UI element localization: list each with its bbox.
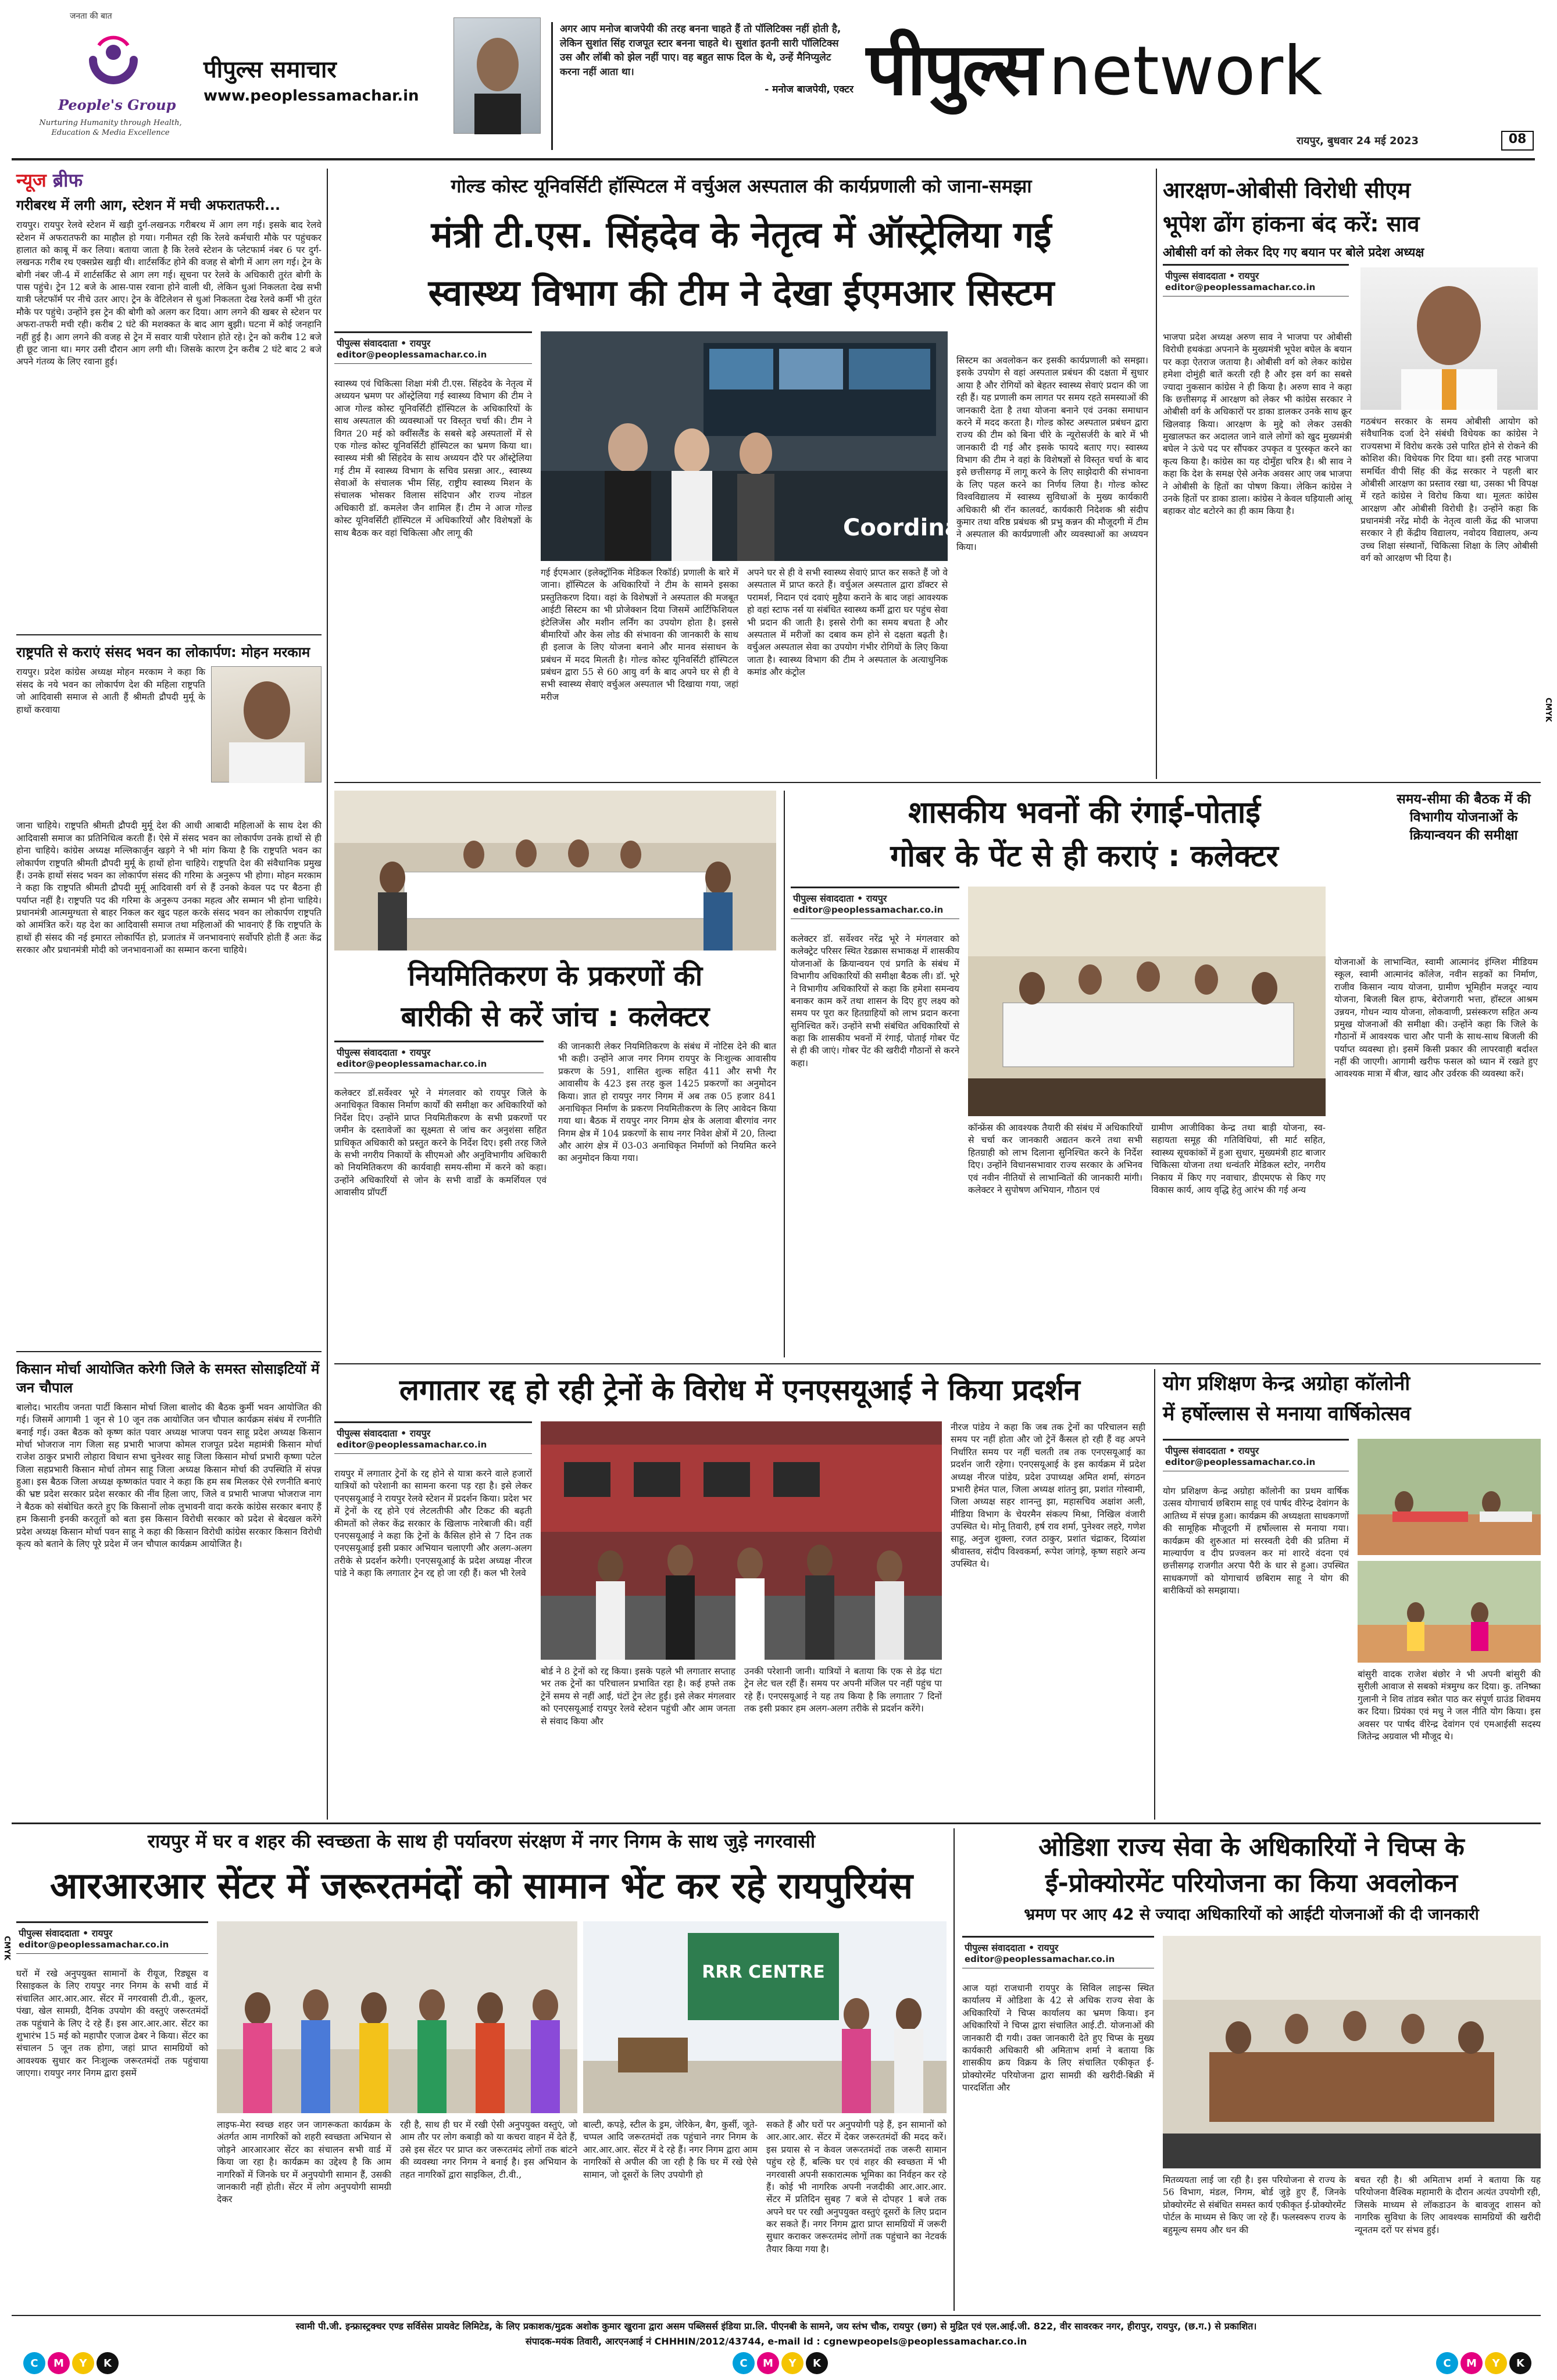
- yoga-email[interactable]: editor@peoplessamachar.co.in: [1165, 1457, 1316, 1467]
- rrr-col-2: लाइफ-मेरा स्वच्छ शहर जन जागरूकता कार्यक्रम के अंतर्गत आम नागरिकों को शहरी स्वच्छता अभियान से जोड़ने आरआरआर सेंटर का संचालन सभी वार्ड में किया जा रहा है। कार्यक्रम का उद्देश्य है कि आम नागरिकों में जिनके घर में अनुपयोगी सामान हैं, उसकी जानकारी नहीं होती। सेंटर में लोग अनुपयोगी सामग्री देकर: [217, 2120, 391, 2205]
- lead-byline-block: [334, 331, 532, 364]
- cmyk-k: K: [97, 2352, 119, 2374]
- lead-right-rule: [1156, 169, 1157, 779]
- odisha-meeting-photo: [1163, 1936, 1541, 2168]
- brief-president-row: [16, 666, 322, 817]
- cmyk-c: C: [733, 2352, 755, 2374]
- cow-dung-col-2: कॉन्फ्रेंस की आवश्यक तैयारी की संबंध में अधिकारियों से चर्चा कर जानकारी अद्यतन करने तथा सभी हितग्राही को लाभ दिलाना सुनिश्चित करने के निर्देश दिए। उन्होंने विधानसभावार राज्य सरकार के अभिनव एवं नवीन नीतियों से लाभान्वितों की जानकारी मांगी। कलेक्टर ने सुपोषण अभियान, गौठान एवं: [968, 1123, 1142, 1195]
- train-story: [334, 1369, 1145, 1822]
- cmyk-y: Y: [1485, 2352, 1507, 2374]
- masthead: [0, 0, 1557, 174]
- yoga-col-1: योग प्रशिक्षण केन्द्र अग्रोहा कॉलोनी का प्रथम वार्षिक उत्सव योगाचार्य छबिराम साहू एवं पार्षद वीरेन्द्र देवांगन के आतिथ्य में संपन्न हुआ। कार्यक्रम की अध्यक्षता साधकगणों की सामूहिक मौजूदगी में हर्षोल्लास से मनाया गया। कार्यक्रम की शुरुआत मां सरस्वती देवी की प्रतिमा में माल्यार्पण व दीप प्रज्वलन कर मां शारदे वंदना एवं छत्तीसगढ़ राजगीत अरपा पैरी के धार से हुआ। उपस्थित साधकगणों को योगाचार्य छबिराम साहू ने योग की बारीकियों को समझाया।: [1163, 1486, 1349, 1596]
- brief-body-president-b: जाना चाहिये। राष्ट्रपति श्रीमती द्रौपदी मुर्मू देश की आधी आबादी महिलाओं के साथ देश की आदिवासी समाज का प्रतिनिधित्व करती हैं। ऐसे में संसद भवन का लोकार्पण उनके हाथों से ही होना चाहिये। कांग्रेस अध्यक्ष मल्लिकार्जुन खड़गे ने भी मांग किया है कि राष्ट्रपति भवन का लोकार्पण राष्ट्रपति श्रीमती द्रौपदी मुर्मू के हाथों होना चाहिये। राष्ट्रपति देश की संवैधानिक प्रमुख हैं। उनके हाथों संसद भवन का लोकार्पण संसद की गरिमा के अनुरूप भी होगा। मोहन मरकाम ने कहा कि राष्ट्रपति श्रीमती द्रौपदी मुर्मू आदिवासी वर्ग से हैं उनको केवल पद पर बैठना ही पर्याप्त नहीं है। राष्ट्रपति पद की गरिमा के अनुरूप उनका महत्व और सम्मान भी होना चाहिये। प्रधानमंत्री आत्ममुग्धता से बाहर निकल कर खुद पहल करके संसद भवन का लोकार्पण राष्ट्रपति को आमंत्रित करें। यह देश का आदिवासी समाज तथा महिलाओं की भावनाएं हैं कि राष्ट्रपति के हाथों ही संसद की नई इमारत लोकार्पित हो, प्रजातंत्र में जनभावनाएं सर्वोपरि होती हैं अतः केंद्र सरकार और प्रधानमंत्री मोदी को जनभावनाओं का सम्मान करना चाहिये।: [16, 820, 322, 956]
- brand-logo: [866, 17, 1552, 128]
- rrr-photo-group: [217, 1921, 577, 2113]
- rrr-col-1: घरों में रखे अनुपयुक्त सामानों के रीयूज, रिड्यूस व रिसाइकल के लिए रायपुर नगर निगम के सभी वार्ड में संचालित आर.आर.आर. सेंटर में नगरवासी टी.वी., कूलर, पंखा, खेल सामग्री, दैनिक उपयोग की वस्तुएं जरूरतमंदों तक पहुंचाने के लिए दे रहे हैं। इस आर.आर.आर. सेंटर का शुभारंभ 15 मई को महापौर एजाज ढेबर ने किया। सेंटर का संचालन 5 जून तक होगा, जहां प्राप्त सामग्रियों को आवश्यक सुधार कर निःशुल्क जरूरतमंदों तक पहुंचाया जाएगा। रायपुर नगर निगम द्वारा इसमें: [16, 1968, 208, 2078]
- lead-col-2: गई ईएमआर (इलेक्ट्रॉनिक मेडिकल रिकॉर्ड) प्रणाली के बारे में जाना। हॉस्पिटल के अधिकारियों ने टीम के सामने इसका प्रस्तुतिकरण दिया। वहां के विशेषज्ञों ने अस्पताल की मजबूत आईटी सिस्टम का भी प्रोजेक्शन दिया जिसमें आर्टिफिशियल इंटेलिजेंस और मशीन लर्निंग का उपयोग होता है। इससे बीमारियों और केस लोड की संभावना की जानकारी के साथ ही इलाज के लिए योजना बनाने और मानव संसाधन के प्रबंधन में मदद मिलती है। गोल्ड कोस्ट यूनिवर्सिटी हॉस्पिटल प्रबंधन द्वारा 55 से 60 आयु वर्ग के बाद अपने घर से ही वे सभी स्वास्थ्य सेवाएं वर्चुअल अस्पताल भी दिखाया गया, जहां मरीज: [541, 567, 738, 702]
- rrr-col-3: रही है, साथ ही घर में रखी ऐसी अनुपयुक्त वस्तुएं, जो आम तौर पर लोग कबाड़ी को या कचरा वाहन में देते हैं, उसे इस सेंटर पर प्राप्त कर जरूरतमंद लोगों तक बांटने की व्यवस्था नगर निगम ने बनाई है। इस अभियान के तहत नागरिकों द्वारा साइकिल, टी.वी.,: [400, 2120, 577, 2180]
- peoples-group-emblem-icon: [81, 28, 145, 92]
- paper-logo-block: [203, 52, 448, 128]
- reservation-story: [1163, 169, 1541, 782]
- lead-story: [334, 169, 1148, 782]
- cmyk-m: M: [757, 2352, 779, 2374]
- dateline: रायपुर, बुधवार 24 मई 2023: [1297, 135, 1419, 147]
- train-col-4: नीरज पांडेय ने कहा कि जब तक ट्रेनों का परिचालन सही समय पर नहीं होता और जो ट्रेनें कैंसल हो रही हैं वह अपने निर्धारित समय पर नहीं चलती तब तक एनएसयूआई का प्रदर्शन जारी रहेगा। एनएसयूआई के इस कार्यक्रम में प्रदेश अध्यक्ष नीरज पांडेय, प्रदेश उपाध्यक्ष अमित शर्मा, संगठन प्रभारी हेमंत पाल, जिला अध्यक्ष शांतनु झा, प्रशांत गोस्वामी, जिला अध्यक्ष सहर शानन्तु झा, महासचिव अक्षांश अली, मीडिया विभाग के चेयरमैन संकल्प मिश्रा, निखिल वंजारी उपस्थित थे। मोनू तिवारी, हर्ष राव शर्मा, पुनेश्वर लहरे, गणेश साहू, अनुज शुक्ला, रजत ठाकुर, प्रशांत चंद्राकर, दिव्यांश श्रीवास्तव, संदीप विश्वकर्मा, रूपेश जांगड़े, कृष्ण सहारे अन्य उपस्थित थे।: [951, 1422, 1145, 1570]
- cmyk-m: M: [1460, 2352, 1483, 2374]
- train-col-3: उनकी परेशानी जानी। यात्रियों ने बताया कि एक से डेढ़ घंटा ट्रेन लेट चल रहीं हैं। समय पर अपनी मंजिल पर नहीं पहुंच पा रहे हैं। एनएसयूआई ने यह तय किया है कि लगातार 7 दिनों तक इसी प्रकार हम अलग-अलग तरीके से प्रदर्शन करेंगे।: [744, 1666, 942, 1714]
- odisha-email[interactable]: editor@peoplessamachar.co.in: [965, 1954, 1115, 1964]
- cmyk-k: K: [1509, 2352, 1531, 2374]
- odisha-headline-1: ओडिशा राज्य सेवा के अधिकारियों ने चिप्स के: [1038, 1832, 1465, 1862]
- train-email[interactable]: editor@peoplessamachar.co.in: [337, 1439, 487, 1450]
- mid-rule-1: [334, 782, 1541, 783]
- cmyk-vertical-text: CMYK: [1544, 698, 1552, 722]
- arun-sao-photo: [1360, 267, 1538, 410]
- lead-kicker: गोल्ड कोस्ट यूनिवर्सिटी हॉस्पिटल में वर्चुअल अस्पताल की कार्यप्रणाली को जाना-समझा: [451, 175, 1032, 197]
- cow-dung-headline-2: गोबर के पेंट से ही कराएं : कलेक्टर: [890, 839, 1279, 874]
- odisha-col-3: बचत रही है। श्री अमिताभ शर्मा ने बताया कि यह परियोजना वैश्विक महामारी के दौरान अत्यंत उपयोगी रही, जिसके माध्यम से लॉकडाउन के बावजूद शासन को नागरिक सुविधा के लिए आवश्यक सामग्रियों की खरीदी न्यूनतम दरों पर संभव हुई।: [1355, 2175, 1541, 2235]
- lead-byline: पीपुल्स संवाददाता • रायपुर: [337, 338, 431, 349]
- imprint-line-2: संपादक-मयंक तिवारी, आरएनआई नं CHHHIN/2012/43744, e-mail id : cgnewpeopels@peoplessamachar.co.in: [525, 2336, 1027, 2347]
- odisha-byline: पीपुल्स संवाददाता • रायपुर: [965, 1942, 1059, 1953]
- yoga-headline-2: में हर्षोल्लास से मनाया वार्षिकोत्सव: [1163, 1402, 1411, 1425]
- news-brief-label-b: ब्रीफ: [52, 169, 83, 191]
- brief-divider-2: [16, 1351, 322, 1352]
- regularisation-col-1: कलेक्टर डॉ.सर्वेश्वर भूरे ने मंगलवार को रायपुर जिले के अनाधिकृत विकास निर्माण कार्यों की समीक्षा कर अधिकारियों को निर्देश दिए। उन्होंने प्राप्त नियमितीकरण के सभी प्रकरणों पर जमीन के दस्तावेजों का सूक्ष्मता से जांच कर अनुशंसा सहित प्राधिकृत अधिकारी को प्रस्तुत करने के निर्देश दिए। इसी तरह जिले के सभी नगरीय निकायों के सीएमओ और अनुविभागीय अधिकारी को नियमितिकरण की कार्यवाही समय-सीमा में करने को कहा। उन्होंने अधिकारियों से जोन के सभी वार्डों के कमर्शियल एवं आवासीय प्रॉपर्टी: [334, 1088, 547, 1198]
- train-protest-photo: [541, 1421, 942, 1660]
- cow-dung-byline: पीपुल्स संवाददाता • रायपुर: [793, 893, 887, 904]
- cmyk-m: M: [48, 2352, 70, 2374]
- news-brief-label-a: न्यूज: [16, 169, 47, 191]
- regularisation-byline-block: [334, 1041, 544, 1073]
- imprint-line-1: स्वामी पी.जी. इन्फ्रास्ट्रक्चर एण्ड सर्विसेस प्रायवेट लिमिटेड, के लिए प्रकाशक/मुद्रक अशोक कुमार खुराना द्वारा असम पब्लिसर्स इंडिया प्रा.लि. पीएनबी के सामने, जय स्तंभ चौक, रायपुर (छग) से मुद्रित एवं एल.आई.जी. 822, वीर सावरकर नगर, हीरापुर, रायपुर, (छ.ग.) से प्रकाशित।: [295, 2321, 1257, 2332]
- rrr-byline-block: [16, 1921, 208, 1954]
- regularisation-story: [334, 791, 776, 1360]
- reservation-headline-1: आरक्षण-ओबीसी विरोधी सीएम: [1163, 177, 1411, 203]
- lead-photo-screen-text: Coordina: [843, 514, 960, 541]
- cmyk-vertical-mark-right: [1544, 698, 1555, 724]
- quote-author: - मनोज बाजपेयी, एक्टर: [765, 83, 854, 95]
- cow-dung-headline-1: शासकीय भवनों की रंगाई-पोताई: [908, 795, 1260, 830]
- cow-dung-byline-block: [791, 887, 959, 919]
- rrr-right-rule: [954, 1828, 955, 2311]
- quote-box: [551, 22, 854, 150]
- news-brief-column: [16, 169, 322, 1825]
- rrr-col-4: बाल्टी, कपड़े, स्टील के ड्रम, जेरिकेन, बैग, कुर्सी, जूते-चप्पल आदि जरूरतमंदों तक पहुंचाने नगर निगम के आर.आर.आर. सेंटर में दे रहे हैं। नगर निगम द्वारा आम नागरिकों से अपील की जा रही है कि घर में रखे ऐसे सामान, जो दूसरों के लिए उपयोगी हो: [583, 2120, 758, 2180]
- train-right-rule: [1154, 1369, 1155, 1820]
- cow-dung-col-1: कलेक्टर डॉ. सर्वेश्वर नरेंद्र भूरे ने मंगलवार को कलेक्ट्रेट परिसर स्थित रेडक्रास सभाकक्ष में शासकीय योजनाओं के क्रियान्वयन एवं प्रगति के संबंध में विभागीय अधिकारियों की समीक्षा बैठक ली। डॉ. भूरे ने विभागीय अधिकारियों से कहा कि हमेशा समन्वय बनाकर काम करें तथा शासन के दिए हुए लक्ष्य को समय पर पूरा कर हितग्राहियों को लाभ प्रदान करना सुनिश्चित करें। उन्होंने सभी संबंधित अधिकारियों से कहा कि शासकीय भवनों में रंगाई, पोताई गोबर पेंट से ही की जाएं। गोबर पेंट की खरीदी गौठानों से करने कहा।: [791, 934, 959, 1069]
- lead-headline-1: मंत्री टी.एस. सिंहदेव के नेतृत्व में ऑस्ट्रेलिया गई: [431, 213, 1052, 256]
- reservation-col-1: भाजपा प्रदेश अध्यक्ष अरुण साव ने भाजपा पर ओबीसी विरोधी हथकंडा अपनाने के मुख्यमंत्री भूपेश बघेल के बयान पर कड़ा ऐतराज जताया है। ओबीसी वर्ग को लेकर कांग्रेस हमेशा दोमुंही बातें करती रही है और इस वर्ग का सबसे ज्यादा नुकसान कांग्रेस ने ही किया है। अरुण साव ने कहा कि छत्तीसगढ़ में आरक्षण को लेकर भी कांग्रेस सरकार ने ओबीसी वर्ग के अधिकारों पर डाका डालकर उनके साथ क्रूर खिलवाड़ किया। आरक्षण के मुद्दे को लेकर उसकी मुखालफत कर अदालत जाने वाले लोगों को खुद मुख्यमंत्री बघेल ने ऊंचे पद पर सौंपकर उपकृत व पुरस्कृत करने का कृत्य किया है। कांग्रेस का यह दोमुँहा चरित्र है। श्री साव ने कहा कि देश के समक्ष ऐसे अनेक अवसर आए जब भाजपा ने ओबीसी के हितों का पोषण किया। लेकिन कांग्रेस ने उनके हितों पर डाका डाला। कांग्रेस ने केवल घड़ियाली आंसू बहाकर वोट बटोरने का ही काम किया है।: [1163, 332, 1352, 517]
- reservation-byline-block: [1163, 264, 1349, 296]
- regularisation-byline: पीपुल्स संवाददाता • रायपुर: [337, 1047, 431, 1058]
- reservation-email[interactable]: editor@peoplessamachar.co.in: [1165, 282, 1316, 292]
- train-byline-block: [334, 1421, 532, 1454]
- brand-english: network: [1048, 32, 1323, 110]
- cmyk-marks-left: [23, 2352, 119, 2374]
- regularisation-email[interactable]: editor@peoplessamachar.co.in: [337, 1059, 487, 1069]
- group-tagline: Nurturing Humanity through Health, Education & Media Excellence: [39, 119, 182, 137]
- brand-hindi: पीपुल्स: [866, 28, 1040, 112]
- cmyk-vertical-text-left: CMYK: [2, 1936, 11, 1960]
- page-number: 08: [1501, 131, 1534, 151]
- yoga-story: [1163, 1369, 1541, 1822]
- lead-email[interactable]: editor@peoplessamachar.co.in: [337, 349, 487, 360]
- odisha-byline-block: [962, 1936, 1154, 1968]
- rrr-byline: पीपुल्स संवाददाता • रायपुर: [19, 1928, 113, 1939]
- cmyk-marks-right: [1436, 2352, 1531, 2374]
- reservation-col-2: गठबंधन सरकार के समय ओबीसी आयोग को संवैधानिक दर्जा देने संबंधी विधेयक का कांग्रेस ने राज्यसभा में विरोध करके उसे पारित होने से रोकने की कोशिश की। विधेयक गिर दिया था। इसी तरह भाजपा समर्थित वीपी सिंह की केंद्र सरकार ने पहली बार ओबीसी आरक्षण का प्रस्ताव रखा था, उसका भी विपक्ष में रहते कांग्रेस ने विरोध किया था। मूलतः कांग्रेस आरक्षण और ओबीसी विरोधी है। उन्होंने कहा कि प्रधानमंत्री नरेंद्र मोदी के नेतृत्व वाली केंद्र की भाजपा सरकार ने ही केंद्रीय विद्यालय, नवोदय विद्यालय, अन्य उच्च शिक्षा संस्थानों, चिकित्सा शिक्षा के लिए ओबीसी वर्ग को आरक्षण भी दिया है।: [1360, 416, 1538, 564]
- rrr-kicker: रायपुर में घर व शहर की स्वच्छता के साथ ही पर्यावरण संरक्षण में नगर निगम के साथ जुड़े नगरवासी: [147, 1830, 816, 1852]
- mid-vertical-rule: [784, 791, 785, 1357]
- brief-title-president: राष्ट्रपति से कराएं संसद भवन का लोकार्पण: मोहन मरकाम: [16, 644, 310, 661]
- lead-col-4: सिस्टम का अवलोकन कर इसकी कार्यप्रणाली को समझा। इसके उपयोग से वहां अस्पताल प्रबंधन की दक्षता में सुधार आया है और रोगियों को बेहतर स्वास्थ्य सेवाएं प्रदान की जा रही हैं। यह प्रणाली कम लागत पर समय रहते समस्याओं की जानकारी देता है तथा योजना बनाने एवं उनका समाधान करने में मदद करता है। गोल्ड कोस्ट अस्पताल प्रबंधन द्वारा राज्य की टीम को बिना चीरे के न्यूरोसर्जरी के बारे में भी जानकारी दी गई और इसके फायदे बताए गए। स्वास्थ्य विभाग की टीम ने वहां के विशेषज्ञों से विस्तृत चर्चा के बाद इसे छत्तीसगढ़ में लागू करने के लिए साझेदारी की संभावना के लिए पहल करने का निर्णय लिया है। गोल्ड कोस्ट विश्वविद्यालय में स्वास्थ्य सुविधाओं के मुख्य कार्यकारी अधिकारी श्री रॉन कालवर्ट, कार्यकारी निदेशक श्री संदीप कुमार तथा वरिष्ठ प्रबंधक श्री प्रभु कन्नन की मौजूदगी में टीम ने अस्पताल की कार्यप्रणाली और व्यवस्थाओं का अध्ययन किया।: [956, 355, 1148, 552]
- cow-dung-col-3: ग्रामीण आजीविका केन्द्र तथा बाड़ी योजना, स्व-सहायता समूह की गतिविधियां, सी मार्ट सहित, स्वास्थ्य सूचकांकों में हुआ सुधार, मुख्यमंत्री हाट बाजार चिकित्सा योजना तथा धन्वंतरि मेडिकल स्टोर, नगरीय निकाय में किए गए नवाचार, डीएमएफ से किए गए विकास कार्य, आय वृद्धि हेतु आरंभ की गई अन्य: [1151, 1123, 1326, 1195]
- cmyk-y: Y: [72, 2352, 94, 2374]
- actor-quote: अगर आप मनोज बाजपेयी की तरह बनना चाहते हैं तो पॉलिटिक्स नहीं होती है, लेकिन सुशांत सिंह राजपूत स्टार बनना चाहते थे। सुशांत इतनी सारी पॉलिटिक्स उस और लॉबी को झेल नहीं पाए। वह बहुत साफ दिल के थे, उन्हें मैनिप्युलेट करना नहीं आता था।: [560, 23, 841, 78]
- cow-dung-meeting-photo: [968, 887, 1326, 1116]
- group-name: People's Group: [58, 97, 176, 113]
- rrr-email[interactable]: editor@peoplessamachar.co.in: [19, 1939, 169, 1950]
- cmyk-c: C: [1436, 2352, 1458, 2374]
- cmyk-c: C: [23, 2352, 45, 2374]
- yoga-headline-1: योग प्रशिक्षण केन्द्र अग्रोहा कॉलोनी: [1163, 1372, 1410, 1395]
- odisha-headline-2: ई-प्रोक्योरमेंट परियोजना का किया अवलोकन: [1045, 1868, 1458, 1898]
- train-col-2: बोर्ड ने 8 ट्रेनों को रद्द किया। इसके पहले भी लगातार सप्ताह भर तक ट्रेनों का परिचालन प्रभावित रहा है। कई हफ्ते तक ट्रेनें समय से नहीं आईं, घंटों ट्रेन लेट हुईं। इसे लेकर मंगलवार को एनएसयूआई रायपुर रेलवे स्टेशन पहुंची और आम जनता से संवाद किया और: [541, 1666, 735, 1727]
- imprint-rule: [12, 2315, 1541, 2316]
- cmyk-k: K: [806, 2352, 828, 2374]
- left-column-rule: [327, 169, 328, 1820]
- lead-col-1: स्वास्थ्य एवं चिकित्सा शिक्षा मंत्री टी.एस. सिंहदेव के नेतृत्व में अध्ययन भ्रमण पर ऑस्ट्रेलिया गई स्वास्थ्य विभाग की टीम ने आज गोल्ड कोस्ट यूनिवर्सिटी हॉस्पिटल के अधिकारियों के साथ अस्पताल की व्यवस्थाओं पर विस्तृत चर्चा की। टीम ने विगत 20 मई को क्वींसलैंड के सबसे बड़े अस्पतालों में से एक गोल्ड कोस्ट यूनिवर्सिटी हॉस्पिटल का भ्रमण किया था। स्वास्थ्य मंत्री श्री सिंहदेव के साथ अध्ययन दौरे पर ऑस्ट्रेलिया गई टीम में स्वास्थ्य विभाग के सचिव प्रसन्ना आर., स्वास्थ्य सेवाओं के संचालक भीम सिंह, राष्ट्रीय स्वास्थ्य मिशन के संचालक भोसकर विलास संदिपान और राज्य नोडल अधिकारी डॉ. कमलेश जैन शामिल हैं। टीम ने आज गोल्ड कोस्ट यूनिवर्सिटी हॉस्पिटल में अधिकारियों और विशेषज्ञों के साथ बैठक कर वहां चिकित्सा और लागू की: [334, 378, 532, 538]
- brief-body-kisan: बालोद। भारतीय जनता पार्टी किसान मोर्चा जिला बालोद की बैठक कुर्मी भवन आयोजित की गई। जिसमें आगामी 1 जून से 10 जून तक आयोजित जन चौपाल कार्यक्रम संबंध में रणनीति बनाई गई। उक्त बैठक को कृष्ण कांत पवार अध्यक्ष भाजपा पवन साहू प्रदेश अध्यक्ष किसान मोर्चा भोजराज नाग जिला सह प्रभारी भाजपा कोमल राजपूत प्रदेश महामंत्री किसान मोर्चा राजेश ठाकुर प्रभारी लोहारा विधान सभा चुनेश्वर साहू जिला किसान मोर्चा प्रभारी कृष्णा पटेल जिला सहप्रभारी किसान मोर्चा तोमन साहू जिला अध्यक्ष किसान मोर्चा की उपस्थिति में संपन्न हुआ। इस बैठक जिला अध्यक्ष कृष्णकांत पवार ने कहा कि हम सब मिलकर ऐसे रणनीति बनाएं की भ्रष्ट प्रदेश सरकार प्रदेश सरकार की नींव हिला जाए, जिले व प्रभारी भाजपा भोजराज नाग ने बैठक को संबोधित करते हुए कि किसानों लोक लुभावनी वादा करके कांग्रेस सरकार बनाए हैं हम किसानी इनकी करतूतों को बता इस किसान विरोधी सरकार को प्रदेश से बेदखल करेंगे प्रदेश अध्यक्ष किसान मोर्चा पवन साहू ने कहा की किसान विरोधी कांग्रेस सरकार किसान विरोधी कृत्य को बताने के लिए पूरे प्रदेश में जन चौपाल कार्यक्रम आयोजित है।: [16, 1402, 322, 1549]
- yoga-col-2: बांसुरी वादक राजेश बंछोर ने भी अपनी बांसुरी की सुरीली आवाज से सबको मंत्रमुग्ध कर दिया। कु. तनिष्का गुलानी ने शिव तांडव स्त्रोत पाठ कर संपूर्ण ग्राउंड शिवमय कर दिया। प्रियंका एवं मधु ने जल नीति योग किया। इस अवसर पर पार्षद वीरेन्द्र देवांगन एवं एमआईसी सदस्य जितेन्द्र अग्रवाल भी मौजूद थे।: [1358, 1669, 1541, 1742]
- odisha-col-1: आज यहां राजधानी रायपुर के सिविल लाइन्स स्थित कार्यालय में ओडिशा के 42 से अधिक राज्य सेवा के अधिकारियों ने चिप्स कार्यालय का भ्रमण किया। इन अधिकारियों ने चिप्स द्वारा संचालित आई.टी. योजनाओं की जानकारी दी गयी। उक्त जानकारी देते हुए चिप्स के मुख्य कार्यकारी अधिकारी श्री अमिताभ शर्मा ने बताया कि शासकीय क्रय विक्रय के लिए संचालित एकीकृत ई-प्रोक्योरमेंट परियोजना द्वारा सामग्री की खरीदी-बिक्री में पारदर्शिता और: [962, 1983, 1154, 2093]
- actor-portrait: [453, 17, 541, 134]
- paper-name: पीपुल्स समाचार: [203, 56, 337, 83]
- brief-body-fire: रायपुर। रायपुर रेलवे स्टेशन में खड़ी दुर्ग-लखनऊ गरीबरथ में आग लग गई। इसके बाद रेलवे स्टेशन में अफरातफरी का माहौल हो गया। गनीमत रही कि रेलवे कर्मचारी मौके पर पहुंचकर हालात को काबू में कर लिया। बताया जाता है कि रेलवे स्टेशन के प्लेटफार्म नंबर 6 पर दुर्ग-लखनऊ गरीब रथ एक्सप्रेस खड़ी थी। शार्टसर्किट होने की वजह से बोगी में आग लग गई। ट्रेन के बोगी नंबर जी-4 में शार्टसर्किट से आग लग गई। सूचना पर रेलवे के अधिकारी तुरंत बोगी के पास पहुंचे। ट्रेन 12 बजे के आस-पास रवाना होने वाली थी, लेकिन धुआं निकलता देख सभी यात्री प्लेटफॉर्म पर नीचे उतर आए। ट्रेन के वेटिलेशन से धुआं निकलता देख रेलवे कर्मी भी तुरंत मौके पर पहुंचे। उन्होंने इस ट्रेन की बोगी को अलग कर दिया। आग लगने की खबर से स्टेशन पर अफरा-तफरी मची रही। करीब 2 घंटे की मशक्कत के बाद आग बुझी। घटना में कोई जनहानि नहीं हुई है। आग लगने की वजह से ट्रेन में सवार यात्री परेशान होते रहे। ट्रेन को करीब 12 बजे ही छूट जाना था। मगर उसी दौरान आग लगी थी। जिसके कारण ट्रेन करीब 2 घंटे बाद 2 बजे अपने गंतव्य के लिए रवाना हुई।: [16, 220, 322, 367]
- train-headline: लगातार रद्द हो रही ट्रेनों के विरोध में एनएसयूआई ने किया प्रदर्शन: [399, 1373, 1080, 1407]
- rrr-col-5: सकते हैं और घरों पर अनुपयोगी पड़े हैं, इन सामानों को आर.आर.आर. सेंटर में देकर जरूरतमंदों की मदद करें। इस प्रयास से न केवल जरूरतमंदों तक जरूरी सामान पहुंच रहे हैं, बल्कि घर एवं शहर की स्वच्छता में भी नगरवासी अपनी सकारात्मक भूमिका का निर्वहन कर रहे हैं। कोई भी नागरिक अपनी नजदीकी आर.आर.आर. सेंटर में प्रतिदिन सुबह 7 बजे से दोपहर 1 बजे तक अपने घर पर रखी अनुपयुक्त वस्तुएं दूसरों के लिए प्रदान कर सकते हैं। नगर निगम द्वारा प्राप्त सामग्रियों में जरूरी सुधार कराकर जरूरतमंद लोगों तक पहुंचाने का नेटवर्क तैयार किया गया है।: [766, 2120, 947, 2254]
- website-url[interactable]: www.peoplessamachar.in: [203, 87, 419, 105]
- regularisation-headline-2: बारीकी से करें जांच : कलेक्टर: [401, 1000, 710, 1033]
- cmyk-vertical-mark-left: [2, 1936, 14, 1963]
- cmyk-marks-center: [733, 2352, 828, 2374]
- cow-dung-email[interactable]: editor@peoplessamachar.co.in: [793, 905, 944, 915]
- yoga-photo-1: [1358, 1439, 1541, 1555]
- cow-dung-story: [791, 791, 1541, 1360]
- odisha-subhead: भ्रमण पर आए 42 से ज्यादा अधिकारियों को आईटी योजनाओं की दी जानकारी: [1024, 1906, 1479, 1924]
- group-tagline-top: जनता की बात: [70, 12, 112, 21]
- cow-dung-side-note: समय-सीमा की बैठक में की विभागीय योजनाओं के क्रियान्वयन की समीक्षा: [1397, 792, 1531, 844]
- yoga-byline-block: [1163, 1439, 1349, 1471]
- rrr-photo-banner: RRR CENTRE: [702, 1962, 825, 1982]
- train-col-1: रायपुर में लगातार ट्रेनों के रद्द होने से यात्रा करने वाले हजारों यात्रियों को परेशानी का सामना करना पड़ रहा है। इसे लेकर एनएसयूआई ने रायपुर रेलवे स्टेशन में प्रदर्शन किया। प्रदेश भर में ट्रेनों के रद्द होने एवं लेटलतीफी और टिकट की बढ़ती कीमतों को लेकर केंद्र सरकार के खिलाफ नारेबाजी की। वहीं एनएसयूआई ने कहा कि ट्रेनों के कैंसिल होने से 7 दिन तक एनएसयूआई इसी प्रकार अभियान चलाएगी और अलग-अलग तरीके से प्रदर्शन करेगी। एनएसयूआई के प्रदेश अध्यक्ष नीरज पांडे ने कहा कि लगातार ट्रेन रद्द हो जा रही हैं। कल भी रेलवे: [334, 1468, 532, 1578]
- regularisation-col-2: की जानकारी लेकर नियमितिकरण के संबंध में नोटिस देने की बात भी कही। उन्होंने आज नगर निगम रायपुर के निःशुल्क आवासीय प्रकरण के 591, शासित शुल्क सहित 411 और सभी गैर आवासीय के 423 इस तरह कुल 1425 प्रकरणों का अनुमोदन किया। ज्ञात हो रायपुर नगर निगम में अब तक 05 हजार 841 अनाधिकृत निर्माण के प्रकरण नियमितीकरण के लिए आवेदन किया गया था। बैठक में रायपुर नगर निगम क्षेत्र के अलावा बीरगांव नगर निगम क्षेत्र में 104 प्रकरणों के साथ नगर निवेश क्षेत्रों में 20, तिल्दा और आरंग क्षेत्र में 03-03 अनाधिकृत निर्माणों को नियमित करने का अनुमोदन किया गया।: [558, 1041, 776, 1164]
- mid-rule-2: [334, 1363, 1541, 1364]
- regularisation-headline-1: नियमितिकरण के प्रकरणों की: [408, 960, 703, 992]
- odisha-story: [962, 1828, 1541, 2311]
- reservation-byline: पीपुल्स संवाददाता • रायपुर: [1165, 270, 1259, 281]
- reservation-headline-2: भूपेश ढोंग हांकना बंद करें: साव: [1163, 211, 1420, 237]
- regularisation-meeting-photo: [334, 791, 776, 950]
- brief-title-fire: गरीबरथ में लगी आग, स्टेशन में मची अफरातफरी...: [16, 197, 281, 213]
- brief-body-president-a: रायपुर। प्रदेश कांग्रेस अध्यक्ष मोहन मरकाम ने कहा कि संसद के नये भवन का लोकार्पण देश की महिला राष्ट्रपति जो आदिवासी समाज से आती हैं श्रीमती द्रौपदी मुर्मू के हाथों करवाया: [16, 667, 205, 715]
- yoga-byline: पीपुल्स संवाददाता • रायपुर: [1165, 1445, 1259, 1456]
- peoples-group-logo: [23, 10, 198, 150]
- odisha-col-2: मितव्ययता लाई जा रही है। इस परियोजना से राज्य के 56 विभाग, मंडल, निगम, बोर्ड जुड़े हुए हैं, जिनके प्रोक्योरमेंट से संबंधित समस्त कार्य एकीकृत ई-प्रोक्योरमेंट पोर्टल के माध्यम से किए जा रहे हैं। फलस्वरूप राज्य के बहुमूल्य समय और धन की: [1163, 2175, 1346, 2235]
- train-byline: पीपुल्स संवाददाता • रायपुर: [337, 1428, 431, 1439]
- reservation-subhead: ओबीसी वर्ग को लेकर दिए गए बयान पर बोले प्रदेश अध्यक्ष: [1163, 245, 1424, 259]
- rrr-photo-centre: [583, 1921, 947, 2113]
- imprint: [12, 2320, 1541, 2347]
- news-brief-label: [16, 169, 322, 192]
- brief-divider: [16, 634, 322, 635]
- cmyk-y: Y: [781, 2352, 804, 2374]
- lead-col-3: अपने घर से ही वे सभी स्वास्थ्य सेवाएं प्राप्त कर सकते हैं जो वे अस्पताल में प्राप्त करते हैं। वर्चुअल अस्पताल द्वारा डॉक्टर से परामर्श, निदान एवं दवाएं मुहैया कराने के बाद जहां आवश्यक हो वहां स्टाफ नर्स या संबंधित स्वास्थ्य कर्मी द्वारा घर पहुंच सेवा भी प्रदान की जाती है। इससे रोगी का समय बचता है और अस्पताल में मरीजों का दबाव कम होने से दक्षता बढ़ती है। वर्चुअल अस्पताल सेवा का उपयोग गंभीर रोगियों के लिए किया जाता है। स्वास्थ्य विभाग की टीम ने अस्पताल के अत्याधुनिक कमांड और कंट्रोल: [747, 567, 948, 677]
- cow-dung-col-4: योजनाओं के लाभान्वित, स्वामी आत्मानंद इंग्लिश मीडियम स्कूल, स्वामी आत्मानंद कॉलेज, नवीन सड़कों का निर्माण, राजीव किसान न्याय योजना, ग्रामीण भूमिहीन मजदूर न्याय योजना, बिजली बिल हाफ, बेरोजगारी भत्ता, हॉस्टल आश्रम उन्नयन, गोधन न्याय योजना, लोकवाणी, प्रसंस्करण सहित अन्य प्रमुख योजनाओं की समीक्षा की। उन्होंने कहा कि जिले के गौठानों में आवश्यक चारा और पानी के साथ-साथ बिजली की पर्याप्त व्यवस्था हो। इसमें किसी प्रकार की लापरवाही बर्दाश्त नहीं की जाएगी। आगामी खरीफ फसल को ध्यान में रखते हुए आवश्यक मात्रा में बीज, खाद और उर्वरक की व्यवस्था करें।: [1334, 957, 1538, 1080]
- lead-headline-2: स्वास्थ्य विभाग की टीम ने देखा ईएमआर सिस्टम: [428, 271, 1055, 314]
- yoga-photo-2: [1358, 1561, 1541, 1663]
- rrr-story: [16, 1828, 947, 2311]
- rrr-headline: आरआरआर सेंटर में जरूरतमंदों को सामान भेंट कर रहे रायपुरियंस: [49, 1864, 913, 1907]
- brief-title-kisan: किसान मोर्चा आयोजित करेगी जिले के समस्त सोसाइटियों में जन चौपाल: [16, 1361, 320, 1396]
- masthead-rule: [12, 158, 1535, 160]
- lower-rule: [12, 1822, 1541, 1824]
- mohan-markam-photo: [211, 666, 322, 782]
- lead-photo-emr-room: [541, 331, 960, 561]
